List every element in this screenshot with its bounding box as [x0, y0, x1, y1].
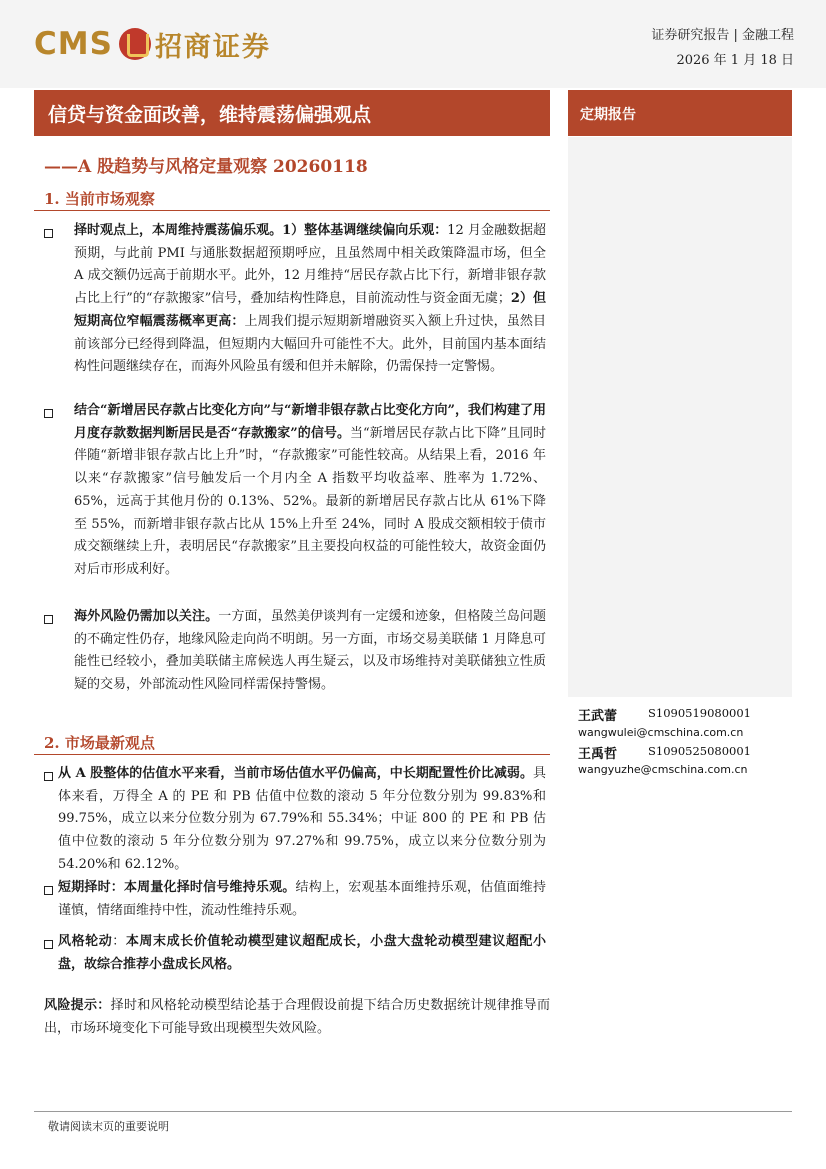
risk-warning — [44, 994, 550, 1040]
paragraph-segment: 短期择时：本周量化择时信号维持乐观。 — [58, 880, 296, 895]
paragraph-segment: 结构上，宏观基本面维持乐观，估值面维持谨慎，情绪面维持中性，流动性维持乐观。 — [58, 880, 546, 918]
section-heading-1 — [34, 188, 550, 211]
bullet-icon — [44, 615, 53, 624]
report-type: 证券研究报告 | 金融工程 — [651, 28, 794, 43]
analyst-email-2[interactable]: wangyuzhe@cmschina.com.cn — [578, 763, 748, 776]
paragraph-segment: 一方面，虽然美伊谈判有一定缓和迹象，但格陵兰岛问题的不确定性仍存，地缘风险走向尚不明朗。另一方面，市场交易美联储 1 月降息可能性已经较小，叠加美联储主席候选人再生疑云，以及市场维持对美联储独立性质疑的交易，外部流动性风险同样需保持警惕。 — [74, 609, 546, 693]
paragraph-segment: 12 月金融数据超预期，与此前 PMI 与通胀数据超预期呼应，且虽然周中相关政策降温市场，但全 A 成交额仍远高于前期水平。此外，12 月维持“居民存款占比下行，新增非银存款占比上行”的“存款搬家”信号，叠加结构性降息，目前流动性与资金面无虞； — [74, 223, 547, 307]
report-date: 2026 年 1 月 18 日 — [676, 53, 794, 68]
paragraph-segment: 本周末成长价值轮动模型建议超配成长，小盘大盘轮动模型建议超配小盘，故综合推荐小盘成长风格。 — [58, 934, 546, 972]
section-1-title: 1. 当前市场观察 — [44, 190, 155, 208]
bullet-icon — [44, 886, 53, 895]
analyst-name-1: 王武蕾 — [578, 709, 618, 724]
analyst-id-2: S1090525080001 — [648, 744, 751, 758]
section-1-paragraph-1 — [74, 220, 546, 379]
paragraph-segment: 从 A 股整体的估值水平来看，当前市场估值水平仍偏高，中长期配置性价比减弱。 — [58, 766, 533, 781]
section-2-paragraph-2 — [58, 877, 546, 922]
paragraph-segment: 结合“新增居民存款占比变化方向”与“新增非银存款占比变化方向”，我们构建了用月度存款数据判断居民是否“存款搬家”的信号。 — [74, 403, 546, 441]
section-2-paragraph-3 — [58, 931, 546, 976]
company-logo — [34, 22, 271, 66]
section-1-paragraph-3 — [74, 606, 546, 697]
risk-label: 风险提示： — [44, 998, 111, 1013]
paragraph-segment: 择时观点上，本周维持震荡偏乐观。1）整体基调继续偏向乐观： — [74, 223, 448, 238]
analyst-name-2: 王禹哲 — [578, 747, 618, 762]
paragraph-segment: 具体来看，万得全 A 的 PE 和 PB 估值中位数的滚动 5 年分位数分别为 99.83%和 99.75%，成立以来分位数分别为 67.79%和 55.34%；中证 800 的 PE 和 PB 估值中位数的滚动 5 年分位数分别为 97.27%和 99.75%，成立以来分位数分别为 54.20%和 62.12%。 — [58, 766, 546, 872]
section-heading-2 — [34, 732, 550, 755]
sidebar-header — [568, 90, 792, 136]
paragraph-segment: ： — [112, 934, 126, 949]
footer-note: 敬请阅读末页的重要说明 — [48, 1120, 169, 1133]
footer-divider — [34, 1111, 792, 1112]
section-2-paragraph-1 — [58, 763, 546, 877]
paragraph-segment: 海外风险仍需加以关注。 — [74, 609, 219, 624]
section-1-paragraph-2 — [74, 400, 546, 582]
risk-text: 择时和风格轮动模型结论基于合理假设前提下结合历史数据统计规律推导而出，市场环境变化下可能导致出现模型失效风险。 — [44, 998, 550, 1036]
bullet-icon — [44, 940, 53, 949]
sidebar-panel — [568, 137, 792, 697]
analyst-id-1: S1090519080001 — [648, 706, 751, 720]
logo-emblem-icon — [119, 28, 151, 60]
title-banner — [34, 90, 550, 136]
sidebar-label: 定期报告 — [580, 107, 636, 123]
logo-text-cn: 招商证券 — [154, 31, 271, 63]
logo-text-en: CMS — [34, 26, 113, 62]
section-2-title: 2. 市场最新观点 — [44, 734, 155, 752]
paragraph-segment: 风格轮动 — [58, 934, 113, 949]
analyst-email-1[interactable]: wangwulei@cmschina.com.cn — [578, 726, 744, 739]
bullet-icon — [44, 229, 53, 238]
report-subtitle: ——A 股趋势与风格定量观察 20260118 — [44, 157, 368, 177]
paragraph-segment: 上周我们提示短期新增融资买入额上升过快，虽然目前该部分已经得到降温，但短期内大幅回升可能性不大。此外，目前国内基本面结构性问题继续存在，而海外风险虽有缓和但并未解除，仍需保持一定警惕。 — [74, 313, 546, 375]
paragraph-segment: 2）但短期高位窄幅震荡概率更高： — [74, 291, 546, 329]
report-title: 信贷与资金面改善，维持震荡偏强观点 — [48, 104, 372, 126]
bullet-icon — [44, 772, 53, 781]
paragraph-segment: 当“新增居民存款占比下降”且同时伴随“新增非银存款占比上升”时，“存款搬家”可能性较高。从结果上看，2016 年以来“存款搬家”信号触发后一个月内全 A 指数平均收益率、胜率为 1.72%、65%，远高于其他月份的 0.13%、52%。最新的新增居民存款占比从 61%下降至 55%，而新增非银存款占比从 15%上升至 24%，同时 A 股成交额相较于债市成交额继续上升，表明居民“存款搬家”且主要投向权益的可能性较大，故资金面仍对后市形成利好。 — [74, 425, 546, 577]
bullet-icon — [44, 409, 53, 418]
